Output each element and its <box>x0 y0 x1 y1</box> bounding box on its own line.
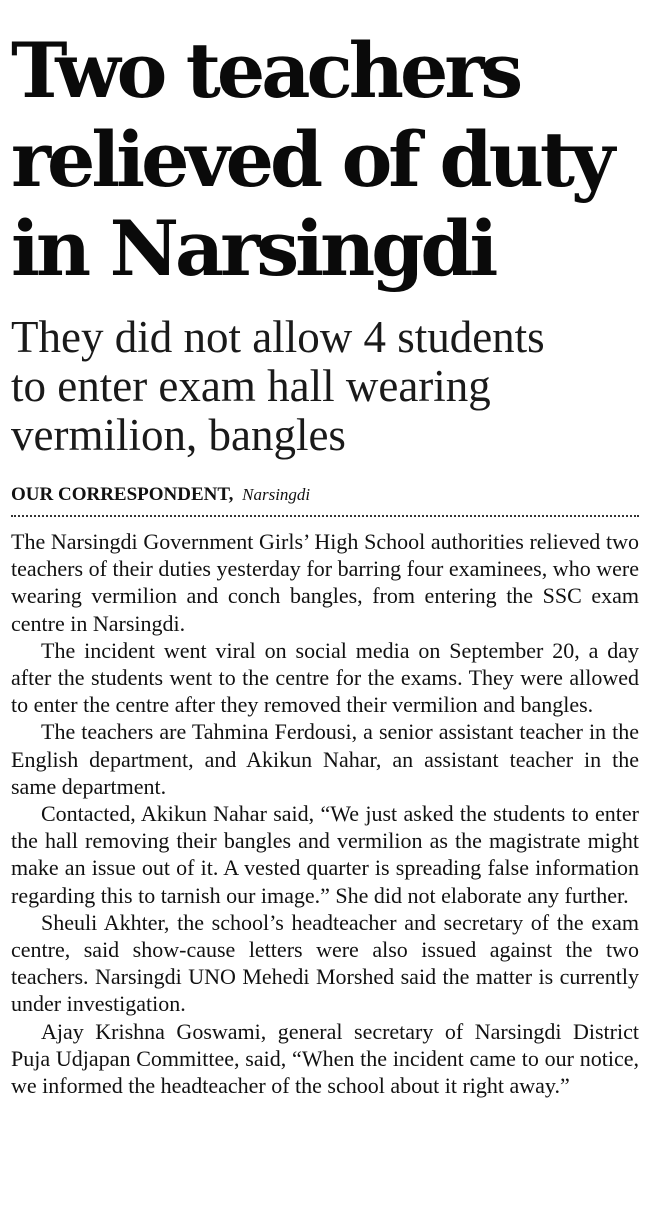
subhead-line-2: to enter exam hall wearing <box>11 361 491 411</box>
subheadline <box>11 313 639 460</box>
byline <box>11 484 639 506</box>
article-body <box>11 528 639 1099</box>
news-article <box>11 0 639 1099</box>
body-paragraph-5: Sheuli Akhter, the school’s headteacher and secretary of the exam centre, said show-cause letters were also issued against the two teachers. Narsingdi UNO Mehedi Morshed said the matter is currently under investigation. <box>11 909 639 1017</box>
byline-author: OUR CORRESPONDENT, <box>11 484 234 505</box>
headline-line-1: Two teachers <box>11 26 520 115</box>
dotted-divider <box>11 515 639 517</box>
body-paragraph-6: Ajay Krishna Goswami, general secretary of Narsingdi District Puja Udjapan Committee, said, “When the incident came to our notice, we informed the headteacher of the school about it right away.” <box>11 1018 639 1099</box>
headline-line-2: relieved of duty <box>11 115 612 204</box>
body-paragraph-3: The teachers are Tahmina Ferdousi, a senior assistant teacher in the English department, and Akikun Nahar, an assistant teacher in the same department. <box>11 719 639 799</box>
headline-line-3: in Narsingdi <box>11 204 495 293</box>
byline-location: Narsingdi <box>242 485 311 504</box>
headline <box>11 0 639 293</box>
subhead-line-1: They did not allow 4 students <box>11 312 545 362</box>
subhead-line-3: vermilion, bangles <box>11 410 346 460</box>
body-paragraph-4: Contacted, Akikun Nahar said, “We just asked the students to enter the hall removing their bangles and vermilion as the magistrate might make an issue out of it. A vested quarter is spreading false information regarding this to tarnish our image.” She did not elaborate any further. <box>11 801 639 908</box>
body-paragraph-2: The incident went viral on social media on September 20, a day after the students went to the centre for the exams. They were allowed to enter the centre after they removed their vermilion and bangles. <box>11 637 639 718</box>
body-paragraph-1: The Narsingdi Government Girls’ High School authorities relieved two teachers of their duties yesterday for barring four examinees, who were wearing vermilion and conch bangles, from entering the SSC exam centre in Narsingdi. <box>11 529 639 636</box>
